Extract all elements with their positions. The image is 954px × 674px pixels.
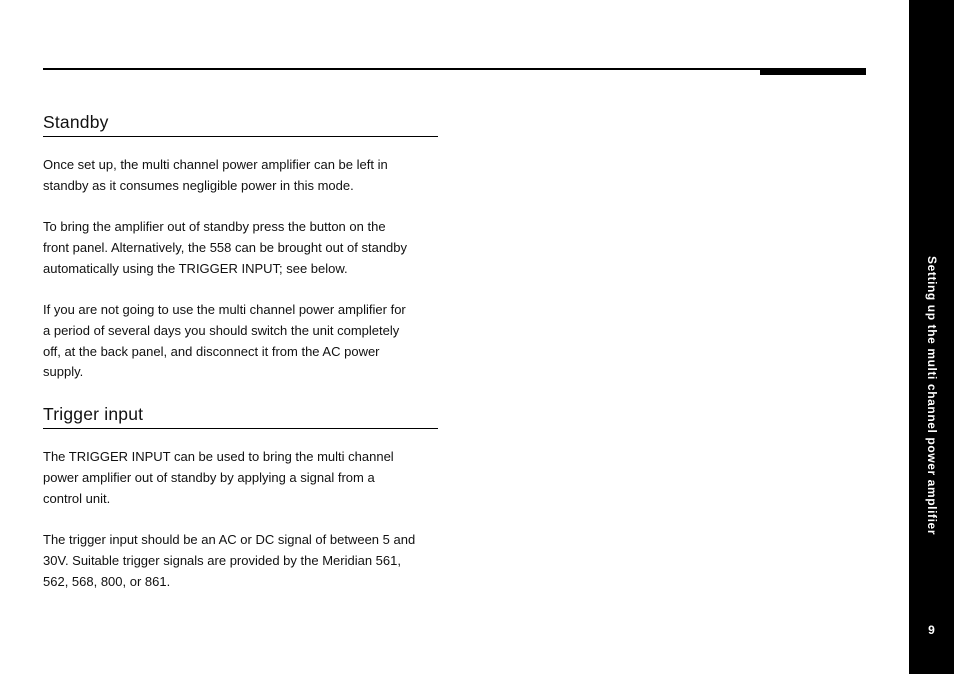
- section-heading-standby: Standby: [43, 111, 438, 137]
- standby-paragraph-1: Once set up, the multi channel power amplifier can be left in standby as it consumes negligible power in this mode.: [43, 157, 388, 193]
- standby-paragraph-3: If you are not going to use the multi channel power amplifier for a period of several days you should switch the unit completely off, at the back panel, and disconnect it from the AC power supply.: [43, 302, 406, 380]
- header-rule-accent: [760, 68, 866, 75]
- standby-paragraph-2: To bring the amplifier out of standby press the button on the front panel. Alternatively, the 558 can be brought out of standby automatically using the TRIGGER INPUT; see below.: [43, 219, 408, 276]
- trigger-paragraph-2: The trigger input should be an AC or DC signal of between 5 and 30V. Suitable trigger signals are provided by the Meridian 561, 562, 568, 800, or 861.: [43, 532, 416, 589]
- trigger-paragraph-1: The TRIGGER INPUT can be used to bring the multi channel power amplifier out of standby by applying a signal from a control unit.: [43, 449, 394, 506]
- chapter-title: Setting up the multi channel power amplifier: [925, 256, 939, 536]
- page-number: 9: [928, 623, 935, 637]
- section-heading-trigger-input: Trigger input: [43, 403, 438, 429]
- header-rule: [43, 68, 866, 70]
